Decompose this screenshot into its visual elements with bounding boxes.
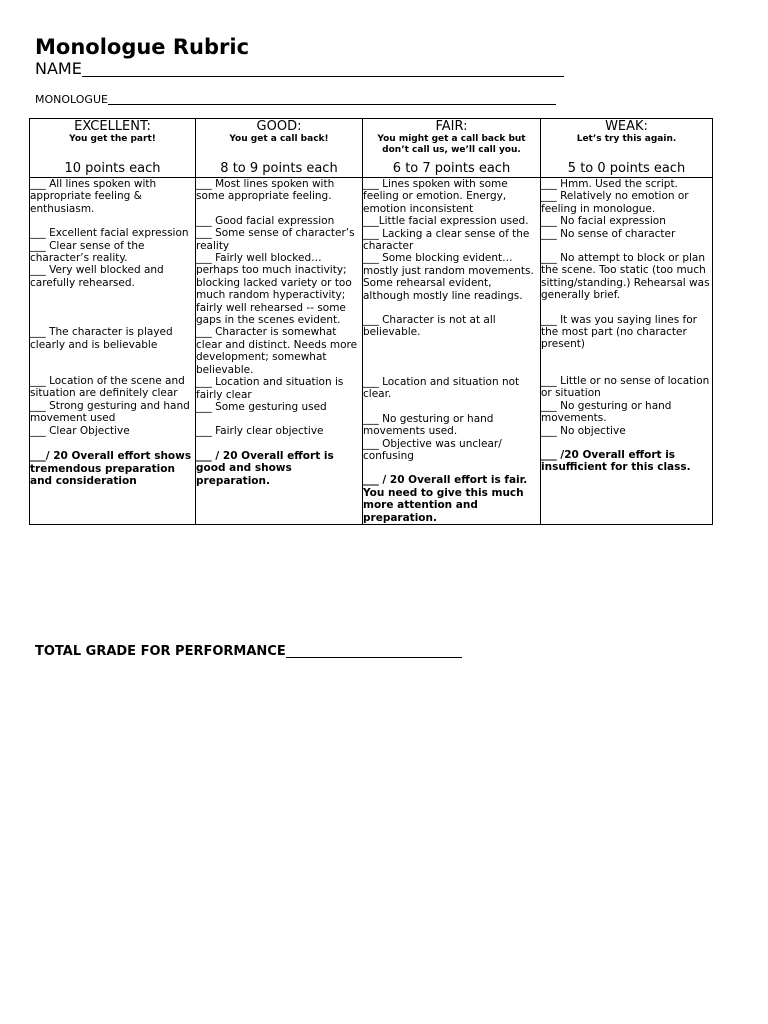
criterion-item: ___Little facial expression used. bbox=[363, 215, 529, 228]
level-points: 5 to 0 points each bbox=[567, 161, 686, 176]
criteria-good bbox=[196, 178, 363, 525]
criterion-item: ___ Location of the scene and situation are definitely clear bbox=[30, 375, 185, 400]
name-label: NAME bbox=[35, 59, 82, 78]
criterion-item: ___ Fairly well blocked… perhaps too much inactivity; blocking lacked variety or too much random hyperactivity; fairly well rehearsed -- some gaps in the scenes evident. bbox=[196, 252, 352, 327]
criterion-item: ___ Fairly clear objective bbox=[196, 425, 324, 438]
criterion-item: ___ No attempt to block or plan the scene. Too static (too much sitting/standing.) Rehearsal was generally brief. bbox=[541, 252, 710, 302]
criterion-item: ___ Character is not at all believable. bbox=[363, 314, 496, 339]
criteria-fair bbox=[363, 178, 541, 525]
header-excellent bbox=[30, 119, 196, 178]
overall-effort-item: ___ / 20 Overall effort is fair. You need to give this much more attention and preparation. bbox=[363, 474, 528, 524]
criterion-item: ___ No gesturing or hand movements. bbox=[541, 399, 672, 425]
overall-effort-item: ___/ 20 Overall effort shows tremendous preparation and consideration bbox=[30, 450, 192, 487]
header-good bbox=[196, 119, 363, 178]
name-field[interactable] bbox=[35, 60, 564, 77]
monologue-label: MONOLOGUE bbox=[35, 93, 108, 106]
criterion-item: ___ The character is played clearly and is believable bbox=[30, 326, 173, 351]
criterion-item: ___ Relatively no emotion or feeling in monologue. bbox=[541, 190, 689, 215]
criteria-weak bbox=[541, 178, 713, 525]
name-blank-line[interactable] bbox=[82, 60, 564, 77]
level-tagline: Let’s try this again. bbox=[576, 134, 677, 144]
monologue-field[interactable] bbox=[35, 93, 556, 105]
total-grade-field[interactable] bbox=[35, 643, 462, 658]
criterion-item: ___ Little or no sense of location or situation bbox=[541, 374, 710, 400]
criterion-item: ___ No gesturing or hand movements used. bbox=[363, 412, 494, 438]
criterion-item: ___ Most lines spoken with some appropriate feeling. bbox=[196, 178, 335, 203]
criterion-item: ___ Some sense of character’s reality bbox=[196, 227, 355, 252]
monologue-blank-line[interactable] bbox=[108, 93, 556, 105]
rubric-table bbox=[29, 118, 713, 525]
criterion-item: ___ Clear sense of the character’s reality. bbox=[30, 239, 145, 265]
criterion-item: ___ Objective was unclear/ confusing bbox=[363, 437, 502, 462]
overall-effort-item: ___ /20 Overall effort is insufficient for this class. bbox=[541, 448, 691, 474]
criterion-item: ___ Location and situation is fairly clear bbox=[196, 376, 344, 401]
level-points: 6 to 7 points each bbox=[392, 161, 511, 176]
criterion-item: ___ No facial expression bbox=[541, 215, 666, 228]
criterion-item: ___ It was you saying lines for the most part (no character present) bbox=[541, 313, 697, 351]
header-weak bbox=[541, 119, 713, 178]
level-tagline: You might get a call back but bbox=[377, 134, 526, 144]
overall-effort-item: ___ / 20 Overall effort is good and shows preparation. bbox=[196, 449, 334, 487]
level-label: WEAK: bbox=[605, 119, 648, 134]
criterion-item: ___ Location and situation not clear. bbox=[363, 375, 520, 401]
criteria-excellent bbox=[30, 178, 196, 525]
criterion-item: ___ All lines spoken with appropriate feeling & enthusiasm. bbox=[30, 178, 157, 215]
level-points: 8 to 9 points each bbox=[220, 161, 338, 176]
total-grade-blank-line[interactable] bbox=[286, 643, 462, 658]
level-label: EXCELLENT: bbox=[74, 119, 151, 134]
criterion-item: ___ Good facial expression bbox=[196, 214, 335, 227]
page-title: Monologue Rubric bbox=[35, 35, 250, 59]
criterion-item: ___ Excellent facial expression bbox=[30, 227, 189, 240]
criterion-item: ___ No objective bbox=[541, 424, 626, 437]
criterion-item: ___ Strong gesturing and hand movement used bbox=[30, 399, 190, 425]
header-fair bbox=[363, 119, 541, 178]
criterion-item: ___ Hmm. Used the script. bbox=[541, 178, 678, 190]
rubric-body-row bbox=[30, 178, 713, 525]
rubric-header-row bbox=[30, 119, 713, 178]
level-points: 10 points each bbox=[64, 161, 161, 176]
criterion-item: ___ Very well blocked and carefully rehearsed. bbox=[30, 264, 164, 289]
criterion-item: ___ Clear Objective bbox=[30, 424, 130, 437]
level-tagline: don’t call us, we’ll call you. bbox=[382, 145, 521, 155]
total-grade-label: TOTAL GRADE FOR PERFORMANCE bbox=[35, 644, 286, 659]
level-label: GOOD: bbox=[256, 119, 302, 134]
criterion-item: ___ Some blocking evident… mostly just random movements. Some rehearsal evident, although mostly line readings. bbox=[363, 252, 534, 302]
criterion-item: ___ Some gesturing used bbox=[196, 400, 327, 413]
level-tagline: You get the part! bbox=[69, 134, 156, 144]
criterion-item: ___ No sense of character bbox=[541, 227, 676, 240]
criterion-item: ___ Lines spoken with some feeling or emotion. Energy, emotion inconsistent bbox=[363, 178, 508, 215]
criterion-item: ___ Character is somewhat clear and distinct. Needs more development; somewhat believable. bbox=[196, 326, 358, 376]
level-label: FAIR: bbox=[435, 119, 468, 134]
level-tagline: You get a call back! bbox=[229, 134, 329, 144]
criterion-item: ___ Lacking a clear sense of the character bbox=[363, 227, 530, 253]
